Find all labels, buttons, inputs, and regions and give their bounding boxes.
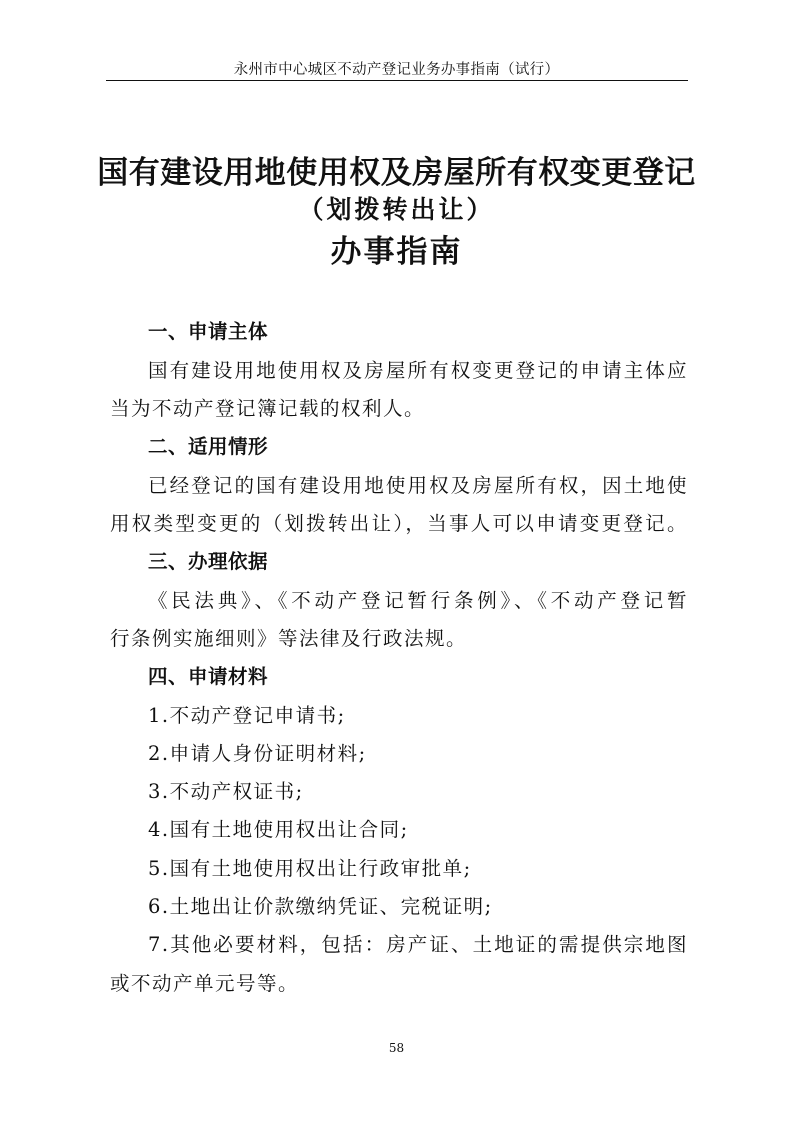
- paragraph-line: 已经登记的国有建设用地使用权及房屋所有权，因土地使: [148, 474, 688, 497]
- document-title-line-1: 国有建设用地使用权及房屋所有权变更登记: [97, 155, 696, 191]
- paragraph-line: 国有建设用地使用权及房屋所有权变更登记的申请主体应: [148, 359, 688, 382]
- section-heading-applicant: 一、申请主体: [148, 320, 269, 343]
- page-number: 58: [388, 1041, 405, 1055]
- document-title-line-3: 办事指南: [330, 234, 463, 270]
- header-divider: [106, 80, 688, 81]
- section-heading-applicable-cases: 二、适用情形: [148, 435, 269, 458]
- section-heading-materials: 四、申请材料: [148, 665, 269, 688]
- paragraph-line: 行条例实施细则》等法律及行政法规。: [110, 627, 468, 650]
- section-heading-legal-basis: 三、办理依据: [148, 550, 269, 573]
- list-item: 1.不动产登记申请书;: [148, 704, 346, 727]
- list-item: 4.国有土地使用权出让合同;: [148, 818, 409, 841]
- paragraph-line: 用权类型变更的（划拨转出让），当事人可以申请变更登记。: [110, 512, 688, 535]
- paragraph-line: 当为不动产登记簿记载的权利人。: [110, 397, 426, 420]
- running-header: 永州市中心城区不动产登记业务办事指南（试行）: [233, 62, 560, 78]
- list-item: 2.申请人身份证明材料;: [148, 742, 367, 765]
- list-item: 7.其他必要材料，包括：房产证、土地证的需提供宗地图: [148, 933, 688, 956]
- list-item-continuation: 或不动产单元号等。: [110, 972, 300, 995]
- list-item: 3.不动产权证书;: [148, 780, 304, 803]
- document-title-line-2: （划拨转出让）: [298, 195, 495, 224]
- list-item: 6.土地出让价款缴纳凭证、完税证明;: [148, 895, 493, 918]
- paragraph-line: 《民法典》、《不动产登记暂行条例》、《不动产登记暂: [148, 589, 688, 612]
- list-item: 5.国有土地使用权出让行政审批单;: [148, 857, 472, 880]
